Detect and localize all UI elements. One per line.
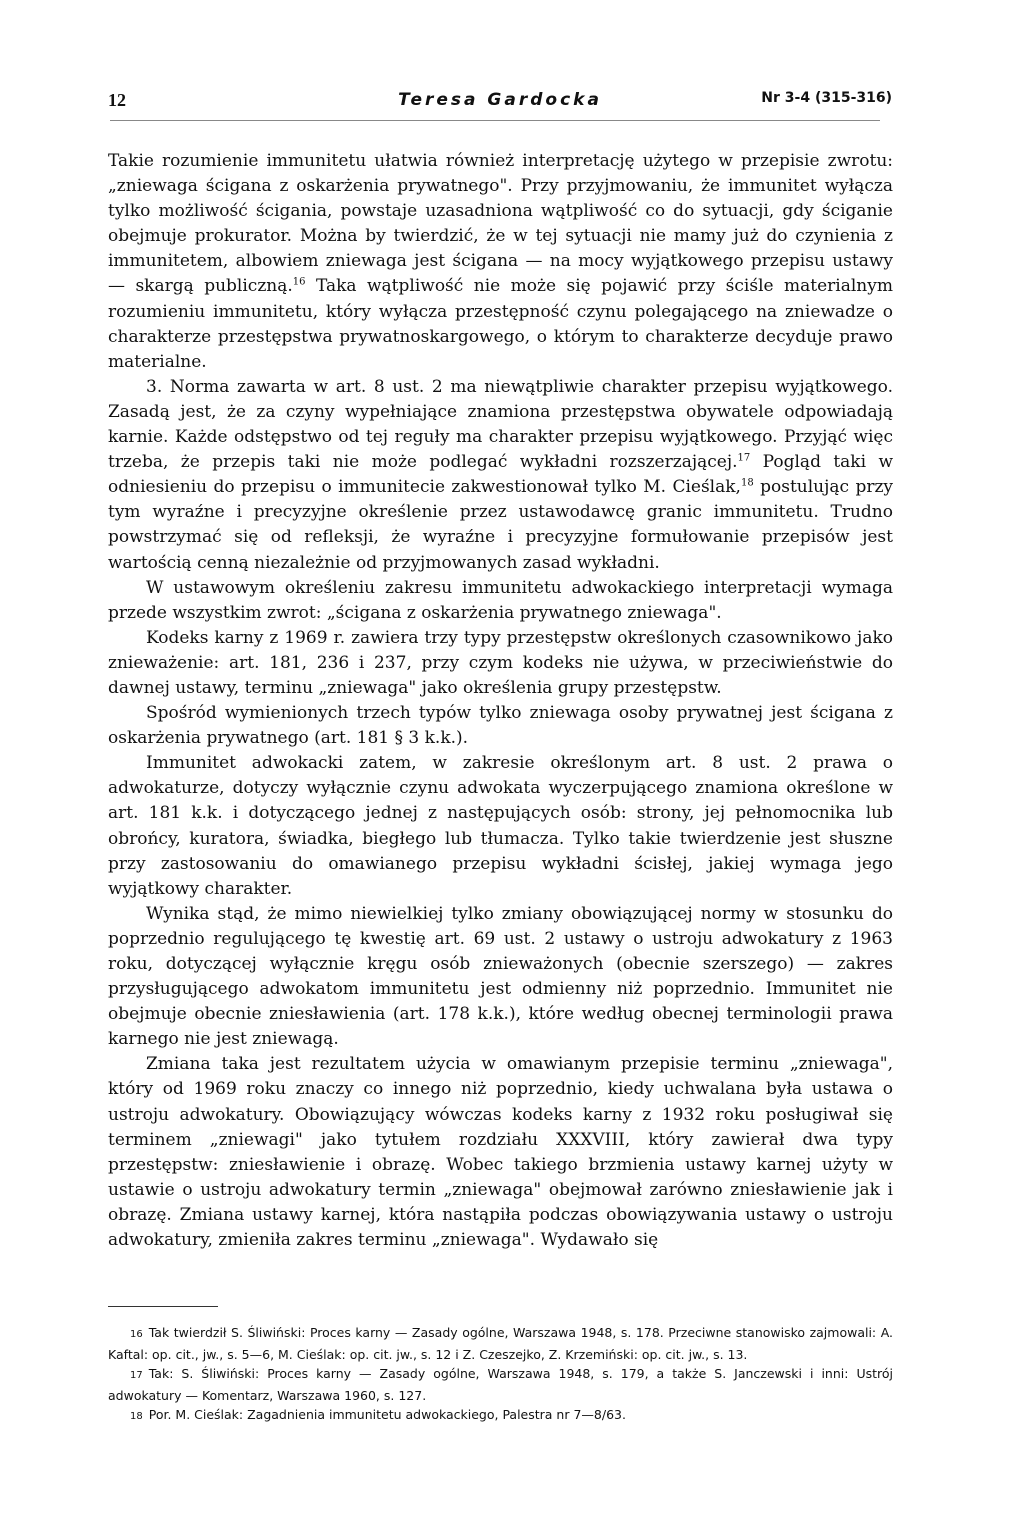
footnote-ref-16: 16: [292, 276, 306, 288]
footnote-rule: [108, 1306, 218, 1307]
footnote-18: [108, 1405, 893, 1427]
header-rule: [110, 120, 880, 121]
footnote-16: [108, 1323, 893, 1364]
issue-number: Nr 3-4 (315-316): [761, 90, 892, 106]
paragraph-4: Kodeks karny z 1969 r. zawiera trzy typy przestępstw określonych czasownikowo jako znieważenie: art. 181, 236 i 237, przy czym kodeks nie używa, w przeciwieństwie do dawnej ustawy, terminu „zniewaga" jako określenia grupy przestępstw.: [108, 627, 893, 698]
paragraph-7: Wynika stąd, że mimo niewielkiej tylko zmiany obowiązującej normy w stosunku do poprzednio regulującego tę kwestię art. 69 ust. 2 ustawy o ustroju adwokatury z 1963 roku, dotyczącej wyłącznie kręgu osób znieważonych (obecnie szerszego) — zakres przysługującego adwokatom immunitetu jest odmienny niż poprzednio. Immunitet nie obejmuje obecnie zniesławienia (art. 178 k.k.), które według obecnej terminologii prawa karnego nie jest zniewagą.: [108, 903, 893, 1050]
paragraph-6: Immunitet adwokacki zatem, w zakresie określonym art. 8 ust. 2 prawa o adwokaturze, dotyczy wyłącznie czynu adwokata wyczerpującego znamiona określone w art. 181 k.k. i dotyczącego jednej z następujących osób: strony, jej pełnomocnika lub obrońcy, kuratora, świadka, biegłego lub tłumacza. Tylko takie twierdzenie jest słuszne przy zastosowaniu do omawianego przepisu wykładni ścisłej, jakiej wymaga jego wyjątkowy charakter.: [108, 753, 893, 899]
paragraph-8: Zmiana taka jest rezultatem użycia w omawianym przepisie terminu „zniewaga", który od 1969 roku znaczy co innego niż poprzednio, kiedy uchwalana była ustawa o ustroju adwokatury. Obowiązujący wówczas kodeks karny z 1932 roku posługiwał się terminem „zniewagi" jako tytułem rozdziału XXXVIII, który zawierał dwa typy przestępstw: zniesławienie i obrazę. Wobec takiego brzmienia ustawy karnej użyty w ustawie o ustroju adwokatury termin „zniewaga" obejmował zarówno zniesławienie jak i obrazę. Zmiana ustawy karnej, która nastąpiła podczas obowiązywania ustawy o ustroju adwokatury, zmieniła zakres terminu „zniewaga". Wydawało się: [108, 1054, 893, 1251]
paragraph-2: 3. Norma zawarta w art. 8 ust. 2 ma niewątpliwie charakter przepisu wyjątkowego. Zasadą jest, że za czyny wypełniające znamiona przestępstwa obywatele odpowiadają karnie. Każde odstępstwo od tej reguły ma charakter przepisu wyjątkowego. Przyjąć więc trzeba, że przepis taki nie może podlegać wykładni rozszerzającej.$^{17}$ Pogląd taki w odniesieniu do przepisu o immunitecie zakwestionował tylko M. Cieślak,$^{18}$ postulując przy tym wyraźne i precyzyjne określenie przez ustawodawcę granic immunitetu. Trudno powstrzymać się od refleksji, że wyraźne i precyzyjne formułowanie przepisów jest wartością cenną niezależnie od przyjmowanych zasad wykładni.: [108, 376, 894, 573]
paragraph-3: W ustawowym określeniu zakresu immunitetu adwokackiego interpretacji wymaga przede wszystkim zwrot: „ścigana z oskarżenia prywatnego zniewaga".: [108, 577, 893, 623]
page-number: 12: [108, 90, 126, 110]
footnote-number: 16: [130, 1329, 143, 1340]
article-body: [108, 149, 893, 1253]
footnotes: [108, 1323, 893, 1427]
paragraph-5: Spośród wymienionych trzech typów tylko zniewaga osoby prywatnej jest ścigana z oskarżenia prywatnego (art. 181 § 3 k.k.).: [108, 703, 893, 749]
footnote-text: Tak: S. Śliwiński: Proces karny — Zasady ogólne, Warszawa 1948, s. 179, a także S. Janczewski i inni: Ustrój adwokatury — Komentarz, Warszawa 1960, s. 127.: [108, 1366, 893, 1403]
paragraph-1: Takie rozumienie immunitetu ułatwia również interpretację użytego w przepisie zwrotu: „zniewaga ścigana z oskarżenia prywatnego". Przy przyjmowaniu, że immunitet wyłącza tylko możliwość ścigania, powstaje uzasadniona wątpliwość co do sytuacji, gdy ściganie obejmuje prokurator. Można by twierdzić, że w tej sytuacji nie mamy już do czynienia z immunitetem, albowiem zniewaga jest ścigana — na mocy wyjątkowego przepisu ustawy — skargą publiczną.$^{16}$ Taka wątpliwość nie może się pojawić przy ściśle materialnym rozumieniu immunitetu, który wyłącza przestępność czynu polegającego na zniewadze o charakterze przestępstwa prywatnoskargowego, o którym to charakterze decyduje prawo materialne.: [108, 151, 893, 372]
footnote-ref-18: 18: [740, 477, 754, 489]
page-header: [108, 90, 892, 114]
footnote-17: [108, 1364, 893, 1405]
footnote-number: 17: [130, 1370, 143, 1382]
footnote-ref-17: 17: [737, 452, 751, 464]
footnote-number: 18: [130, 1411, 143, 1423]
footnote-text: Tak twierdził S. Śliwiński: Proces karny — Zasady ogólne, Warszawa 1948, s. 178. Przeciwne stanowisko zajmowali: A. Kaftal: op. cit., jw., s. 5—6, M. Cieślak: op. cit. jw., s. 12 i Z. Czeszejko, Z. Krzemiński: op. cit. jw., s. 13.: [108, 1325, 893, 1362]
footnote-text: Por. M. Cieślak: Zagadnienia immunitetu adwokackiego, Palestra nr 7—8/63.: [148, 1407, 626, 1423]
running-head-author: Teresa Gardocka: [398, 90, 602, 110]
